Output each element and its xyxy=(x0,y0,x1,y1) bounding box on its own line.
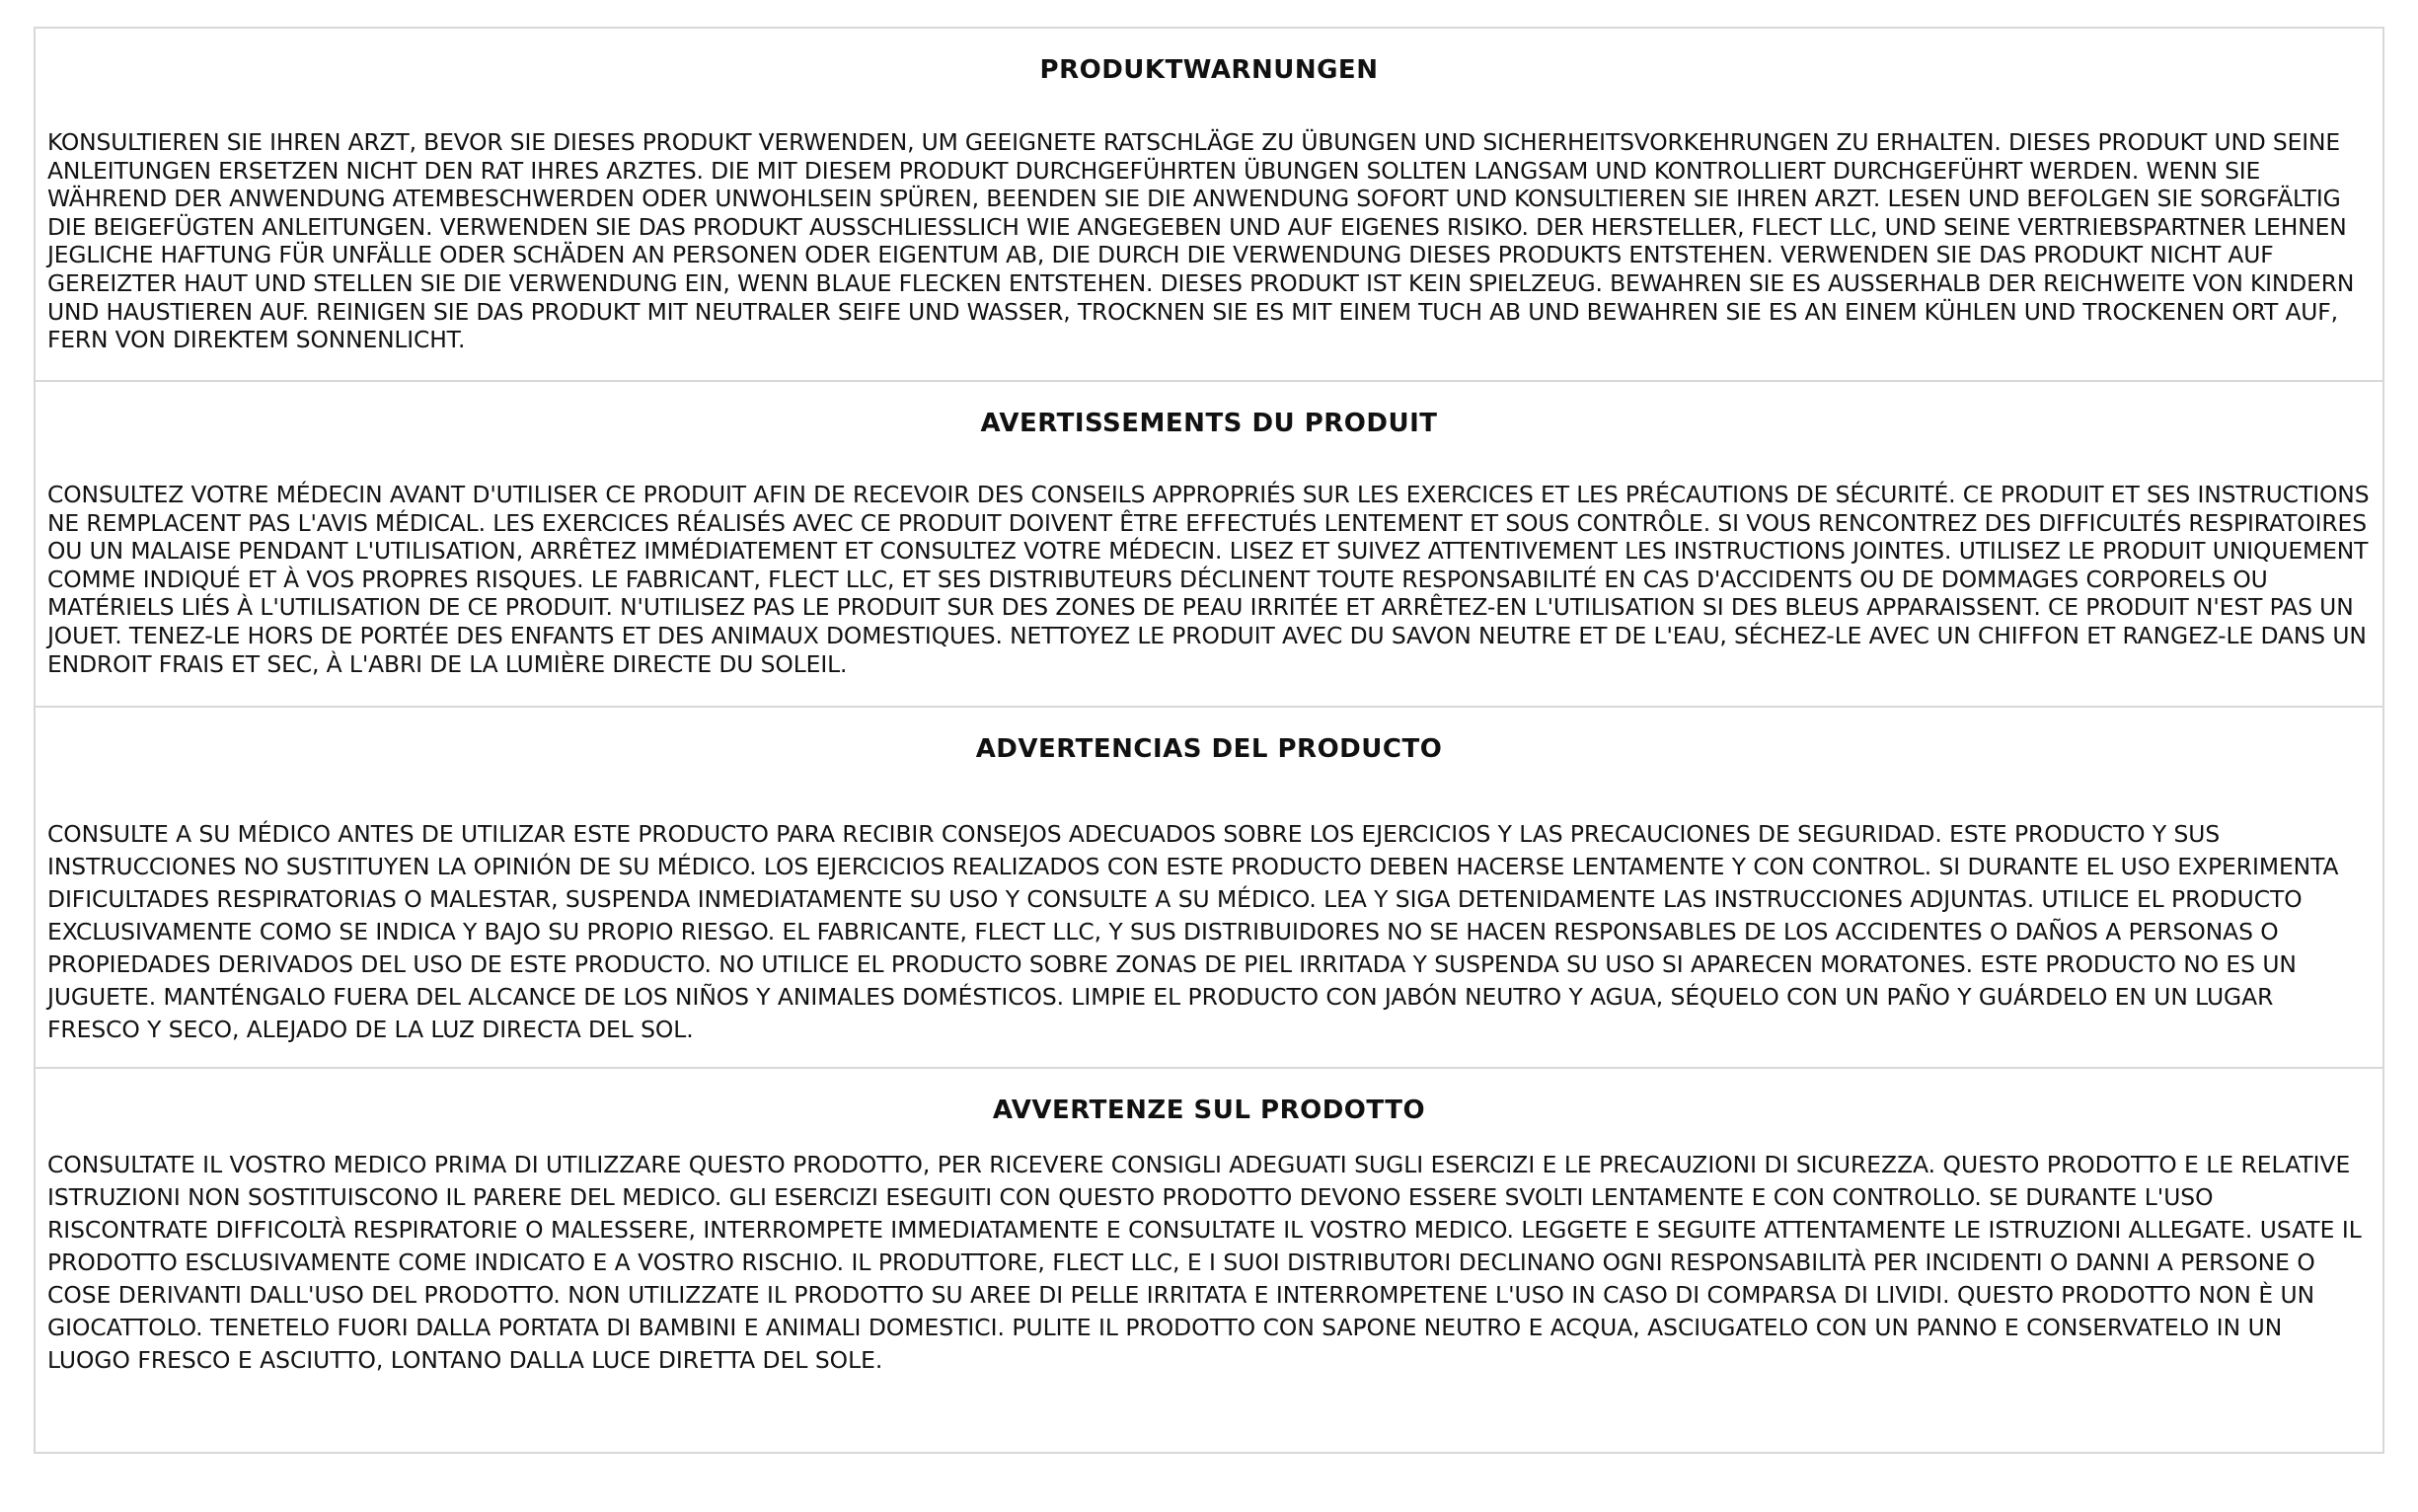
warning-section-german xyxy=(36,29,2382,382)
section-body: CONSULTE A SU MÉDICO ANTES DE UTILIZAR ESTE PRODUCTO PARA RECIBIR CONSEJOS ADECUADOS SOBRE LOS EJERCICIOS Y LAS PRECAUCIONES DE SEGURIDAD. ESTE PRODUCTO Y SUS INSTRUCCIONES NO SUSTITUYEN LA OPINIÓN DE SU MÉDICO. LOS EJERCICIOS REALIZADOS CON ESTE PRODUCTO DEBEN HACERSE LENTAMENTE Y CON CONTROL. SI DURANTE EL USO EXPERIMENTA DIFICULTADES RESPIRATORIAS O MALESTAR, SUSPENDA INMEDIATAMENTE SU USO Y CONSULTE A SU MÉDICO. LEA Y SIGA DETENIDAMENTE LAS INSTRUCCIONES ADJUNTAS. UTILICE EL PRODUCTO EXCLUSIVAMENTE COMO SE INDICA Y BAJO SU PROPIO RIESGO. EL FABRICANTE, FLECT LLC, Y SUS DISTRIBUIDORES NO SE HACEN RESPONSABLES DE LOS ACCIDENTES O DAÑOS A PERSONAS O PROPIEDADES DERIVADOS DEL USO DE ESTE PRODUCTO. NO UTILICE EL PRODUCTO SOBRE ZONAS DE PIEL IRRITADA Y SUSPENDA SU USO SI APARECEN MORATONES. ESTE PRODUCTO NO ES UN JUGUETE. MANTÉNGALO FUERA DEL ALCANCE DE LOS NIÑOS Y ANIMALES DOMÉSTICOS. LIMPIE EL PRODUCTO CON JABÓN NEUTRO Y AGUA, SÉQUELO CON UN PAÑO Y GUÁRDELO EN UN LUGAR FRESCO Y SECO, ALEJADO DE LA LUZ DIRECTA DEL SOL. xyxy=(47,820,2339,1043)
section-heading: PRODUKTWARNUNGEN xyxy=(1039,55,1379,85)
section-heading: ADVERTENCIAS DEL PRODUCTO xyxy=(975,734,1443,764)
section-heading: AVVERTENZE SUL PRODOTTO xyxy=(992,1096,1426,1125)
section-heading: AVERTISSEMENTS DU PRODUIT xyxy=(980,409,1438,438)
warning-section-spanish xyxy=(36,708,2382,1069)
warnings-table xyxy=(34,27,2384,1454)
section-body: CONSULTATE IL VOSTRO MEDICO PRIMA DI UTILIZZARE QUESTO PRODOTTO, PER RICEVERE CONSIGLI ADEGUATI SUGLI ESERCIZI E LE PRECAUZIONI DI SICUREZZA. QUESTO PRODOTTO E LE RELATIVE ISTRUZIONI NON SOSTITUISCONO IL PARERE DEL MEDICO. GLI ESERCIZI ESEGUITI CON QUESTO PRODOTTO DEVONO ESSERE SVOLTI LENTAMENTE E CON CONTROLLO. SE DURANTE L'USO RISCONTRATE DIFFICOLTÀ RESPIRATORIE O MALESSERE, INTERROMPETE IMMEDIATAMENTE E CONSULTATE IL VOSTRO MEDICO. LEGGETE E SEGUITE ATTENTAMENTE LE ISTRUZIONI ALLEGATE. USATE IL PRODOTTO ESCLUSIVAMENTE COME INDICATO E A VOSTRO RISCHIO. IL PRODUTTORE, FLECT LLC, E I SUOI DISTRIBUTORI DECLINANO OGNI RESPONSABILITÀ PER INCIDENTI O DANNI A PERSONE O COSE DERIVANTI DALL'USO DEL PRODOTTO. NON UTILIZZATE IL PRODOTTO SU AREE DI PELLE IRRITATA E INTERROMPETENE L'USO IN CASO DI COMPARSA DI LIVIDI. QUESTO PRODOTTO NON È UN GIOCATTOLO. TENETELO FUORI DALLA PORTATA DI BAMBINI E ANIMALI DOMESTICI. PULITE IL PRODOTTO CON SAPONE NEUTRO E ACQUA, ASCIUGATELO CON UN PANNO E CONSERVATELO IN UN LUOGO FRESCO E ASCIUTTO, LONTANO DALLA LUCE DIRETTA DEL SOLE. xyxy=(47,1151,2362,1374)
section-body: CONSULTEZ VOTRE MÉDECIN AVANT D'UTILISER CE PRODUIT AFIN DE RECEVOIR DES CONSEILS APPROPRIÉS SUR LES EXERCICES ET LES PRÉCAUTIONS DE SÉCURITÉ. CE PRODUIT ET SES INSTRUCTIONS NE REMPLACENT PAS L'AVIS MÉDICAL. LES EXERCICES RÉALISÉS AVEC CE PRODUIT DOIVENT ÊTRE EFFECTUÉS LENTEMENT ET SOUS CONTRÔLE. SI VOUS RENCONTREZ DES DIFFICULTÉS RESPIRATOIRES OU UN MALAISE PENDANT L'UTILISATION, ARRÊTEZ IMMÉDIATEMENT ET CONSULTEZ VOTRE MÉDECIN. LISEZ ET SUIVEZ ATTENTIVEMENT LES INSTRUCTIONS JOINTES. UTILISEZ LE PRODUIT UNIQUEMENT COMME INDIQUÉ ET À VOS PROPRES RISQUES. LE FABRICANT, FLECT LLC, ET SES DISTRIBUTEURS DÉCLINENT TOUTE RESPONSABILITÉ EN CAS D'ACCIDENTS OU DE DOMMAGES CORPORELS OU MATÉRIELS LIÉS À L'UTILISATION DE CE PRODUIT. N'UTILISEZ PAS LE PRODUIT SUR DES ZONES DE PEAU IRRITÉE ET ARRÊTEZ-EN L'UTILISATION SI DES BLEUS APPARAISSENT. CE PRODUIT N'EST PAS UN JOUET. TENEZ-LE HORS DE PORTÉE DES ENFANTS ET DES ANIMAUX DOMESTIQUES. NETTOYEZ LE PRODUIT AVEC DU SAVON NEUTRE ET DE L'EAU, SÉCHEZ-LE AVEC UN CHIFFON ET RANGEZ-LE DANS UN ENDROIT FRAIS ET SEC, À L'ABRI DE LA LUMIÈRE DIRECTE DU SOLEIL. xyxy=(47,481,2370,678)
warning-section-french xyxy=(36,382,2382,708)
warning-section-italian xyxy=(36,1069,2382,1454)
section-body: KONSULTIEREN SIE IHREN ARZT, BEVOR SIE DIESES PRODUKT VERWENDEN, UM GEEIGNETE RATSCHLÄGE ZU ÜBUNGEN UND SICHERHEITSVORKEHRUNGEN ZU ERHALTEN. DIESES PRODUKT UND SEINE ANLEITUNGEN ERSETZEN NICHT DEN RAT IHRES ARZTES. DIE MIT DIESEM PRODUKT DURCHGEFÜHRTEN ÜBUNGEN SOLLTEN LANGSAM UND KONTROLLIERT DURCHGEFÜHRT WERDEN. WENN SIE WÄHREND DER ANWENDUNG ATEMBESCHWERDEN ODER UNWOHLSEIN SPÜREN, BEENDEN SIE DIE ANWENDUNG SOFORT UND KONSULTIEREN SIE IHREN ARZT. LESEN UND BEFOLGEN SIE SORGFÄLTIG DIE BEIGEFÜGTEN ANLEITUNGEN. VERWENDEN SIE DAS PRODUKT AUSSCHLIESSLICH WIE ANGEGEBEN UND AUF EIGENES RISIKO. DER HERSTELLER, FLECT LLC, UND SEINE VERTRIEBSPARTNER LEHNEN JEGLICHE HAFTUNG FÜR UNFÄLLE ODER SCHÄDEN AN PERSONEN ODER EIGENTUM AB, DIE DURCH DIE VERWENDUNG DIESES PRODUKTS ENTSTEHEN. VERWENDEN SIE DAS PRODUKT NICHT AUF GEREIZTER HAUT UND STELLEN SIE DIE VERWENDUNG EIN, WENN BLAUE FLECKEN ENTSTEHEN. DIESES PRODUKT IST KEIN SPIELZEUG. BEWAHREN SIE ES AUSSERHALB DER REICHWEITE VON KINDERN UND HAUSTIEREN AUF. REINIGEN SIE DAS PRODUKT MIT NEUTRALER SEIFE UND WASSER, TROCKNEN SIE ES MIT EINEM TUCH AB UND BEWAHREN SIE ES AN EINEM KÜHLEN UND TROCKENEN ORT AUF, FERN VON DIREKTEM SONNENLICHT. xyxy=(47,128,2355,354)
